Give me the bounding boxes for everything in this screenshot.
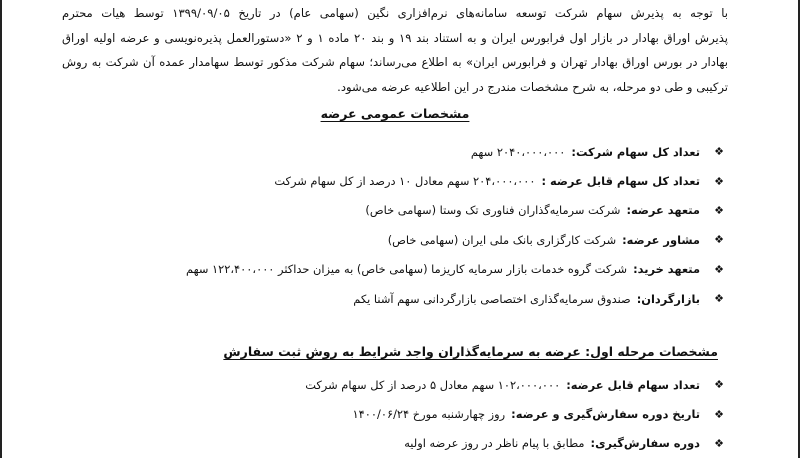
list-item	[62, 225, 728, 254]
item-label: تعداد کل سهام قابل عرضه :	[541, 174, 700, 189]
item-label: بازارگردان:	[636, 291, 700, 306]
general-specs-list	[62, 137, 728, 313]
diamond-bullet-icon: ❖	[714, 292, 724, 306]
diamond-bullet-icon: ❖	[714, 378, 724, 392]
diamond-bullet-icon: ❖	[714, 262, 724, 276]
list-item	[62, 284, 728, 313]
stage-one-specs-list	[62, 370, 728, 458]
item-value: شرکت سرمایه‌گذاران فناوری تک وستا (سهامی خاص)	[365, 203, 621, 218]
intro-line: ترکیبی و طی دو مرحله، به شرح مشخصات مندرج در این اطلاعیه عرضه می‌شود.	[337, 79, 728, 94]
list-item	[62, 370, 728, 399]
intro-line: پذیرش اوراق بهادار در بازار اول فرابورس ایران و به استناد بند ۱۹ و بند ۲۰ ماده ۱ و ۲ «دستورالعمل پذیره‌نویسی و عرضه اولیه اوراق	[62, 30, 729, 45]
list-item	[62, 255, 728, 284]
item-value: ۱۰۲،۰۰۰،۰۰۰ سهم معادل ۵ درصد از کل سهام شرکت	[305, 377, 561, 392]
intro-paragraph	[62, 2, 728, 98]
list-item	[62, 137, 728, 166]
diamond-bullet-icon: ❖	[714, 407, 724, 421]
item-value: شرکت گروه خدمات بازار سرمایه کاریزما (سهامی خاص) به میزان حداکثر ۱۲۲،۴۰۰،۰۰۰ سهم	[186, 262, 628, 277]
item-value: روز چهارشنبه مورخ ۱۴۰۰/۰۶/۲۴	[352, 407, 506, 422]
item-value: ۲۰۴۰،۰۰۰،۰۰۰ سهم	[470, 144, 566, 159]
diamond-bullet-icon: ❖	[714, 233, 724, 247]
item-label: مشاور عرضه:	[622, 232, 700, 247]
list-item	[62, 429, 728, 458]
section-heading-stage-one: مشخصات مرحله اول: عرضه به سرمایه‌گذاران واجد شرایط به روش ثبت سفارش	[223, 344, 718, 359]
item-value: مطابق با پیام ناظر در روز عرضه اولیه	[404, 436, 585, 451]
diamond-bullet-icon: ❖	[714, 203, 724, 217]
section-heading-general: مشخصات عمومی عرضه	[320, 106, 470, 121]
item-label: تاریخ دوره سفارش‌گیری و عرضه:	[511, 407, 700, 422]
intro-line: با توجه به پذیرش سهام شرکت توسعه سامانه‌های نرم‌افزاری نگین (سهامی عام) در تاریخ ۱۳۹۹/۰۹/۰۵ توسط هیات محترم	[62, 6, 728, 20]
item-value: شرکت کارگزاری بانک ملی ایران (سهامی خاص)	[387, 232, 617, 247]
item-value: ۲۰۴،۰۰۰،۰۰۰ سهم معادل ۱۰ درصد از کل سهام شرکت	[274, 174, 536, 189]
diamond-bullet-icon: ❖	[714, 436, 724, 450]
item-label: متعهد عرضه:	[626, 203, 700, 218]
item-label: متعهد خرید:	[633, 262, 700, 277]
item-value: صندوق سرمایه‌گذاری اختصاصی بازارگردانی سهم آشنا یکم	[353, 291, 631, 306]
list-item	[62, 196, 728, 225]
item-label: دوره سفارش‌گیری:	[590, 436, 700, 451]
item-label: تعداد سهام قابل عرضه:	[566, 377, 700, 392]
list-item	[62, 166, 728, 195]
item-label: تعداد کل سهام شرکت:	[571, 144, 700, 159]
intro-line: بهادار در بورس اوراق بهادار تهران و فرابورس ایران» به اطلاع می‌رساند؛ سهام شرکت مذکور توسط سهامدار عمده آن شرکت به روش	[62, 55, 728, 70]
diamond-bullet-icon: ❖	[714, 145, 724, 159]
list-item	[62, 399, 728, 428]
announcement-body	[62, 0, 729, 451]
diamond-bullet-icon: ❖	[714, 174, 724, 188]
